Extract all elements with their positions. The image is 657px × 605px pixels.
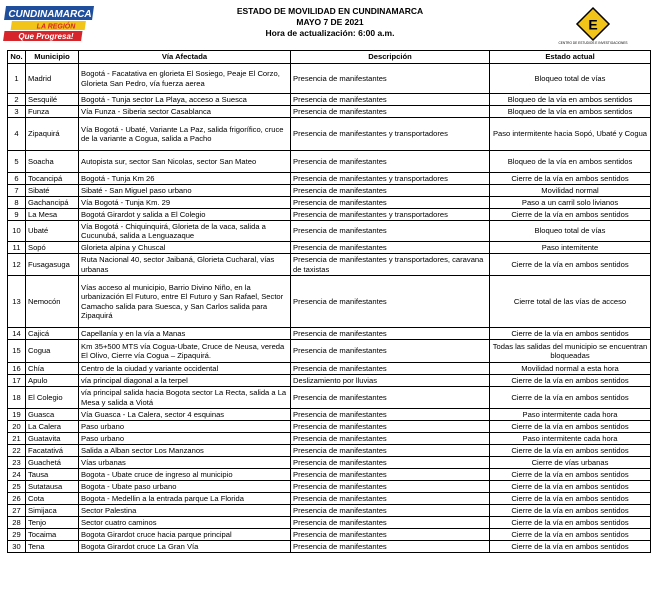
cell-estado: Bloqueo de la vía en ambos sentidos: [490, 94, 651, 106]
cell-estado: Cierre de la vía en ambos sentidos: [490, 505, 651, 517]
table-row: [8, 529, 651, 541]
table-row: [8, 173, 651, 185]
cell-municipio: Sesquilé: [26, 94, 79, 106]
cell-descripcion: Deslizamiento por lluvias: [291, 375, 490, 387]
cell-municipio: Facatativá: [26, 445, 79, 457]
col-header-no: No.: [8, 51, 26, 64]
table-row: [8, 254, 651, 276]
cell-descripcion: Presencia de manifestantes: [291, 469, 490, 481]
cell-descripcion: Presencia de manifestantes: [291, 529, 490, 541]
table-row: [8, 64, 651, 94]
cell-via: Bogota - Ubate cruce de ingreso al municipio: [79, 469, 291, 481]
cell-municipio: Tenjo: [26, 517, 79, 529]
cell-no: 23: [8, 457, 26, 469]
cell-municipio: Funza: [26, 106, 79, 118]
cell-descripcion: Presencia de manifestantes: [291, 276, 490, 328]
cell-no: 18: [8, 387, 26, 409]
cell-via: Bogota - Ubate paso urbano: [79, 481, 291, 493]
table-row: [8, 242, 651, 254]
cell-estado: Paso intermitente cada hora: [490, 409, 651, 421]
cell-municipio: Gachancipá: [26, 197, 79, 209]
title-line-1: ESTADO DE MOVILIDAD EN CUNDINAMARCA: [236, 6, 424, 16]
cell-descripcion: Presencia de manifestantes y transportadores: [291, 118, 490, 151]
table-row: [8, 445, 651, 457]
logo-letter: E: [588, 16, 598, 33]
cell-via: Paso urbano: [79, 421, 291, 433]
cell-municipio: Zipaquirá: [26, 118, 79, 151]
table-row: [8, 209, 651, 221]
cell-no: 1: [8, 64, 26, 94]
title-line-3: Hora de actualización: 6:00 a.m.: [265, 28, 395, 38]
research-center-logo: [558, 8, 628, 46]
cell-via: Glorieta alpina y Chuscal: [79, 242, 291, 254]
cell-no: 11: [8, 242, 26, 254]
cell-no: 28: [8, 517, 26, 529]
cell-estado: Cierre de vías urbanas: [490, 457, 651, 469]
cell-no: 7: [8, 185, 26, 197]
cell-estado: Cierre de la vía en ambos sentidos: [490, 387, 651, 409]
table-row: [8, 469, 651, 481]
col-header-descripcion: Descripción: [291, 51, 490, 64]
table-row: [8, 517, 651, 529]
cell-no: 30: [8, 541, 26, 553]
cell-no: 15: [8, 340, 26, 363]
cell-no: 10: [8, 221, 26, 242]
cell-via: Autopista sur, sector San Nicolas, sector San Mateo: [79, 151, 291, 173]
table-row: [8, 363, 651, 375]
cell-descripcion: Presencia de manifestantes: [291, 64, 490, 94]
cell-via: Ruta Nacional 40, sector Jaibaná, Glorieta Cucharal, vías urbanas: [79, 254, 291, 276]
cell-municipio: Sopó: [26, 242, 79, 254]
cell-estado: Bloqueo total de vías: [490, 64, 651, 94]
cell-municipio: Cogua: [26, 340, 79, 363]
cell-estado: Cierre total de las vías de acceso: [490, 276, 651, 328]
cell-via: Vía Bogotá - Tunja Km. 29: [79, 197, 291, 209]
cell-estado: Todas las salidas del municipio se encuentran bloqueadas: [490, 340, 651, 363]
cundinamarca-logo: [6, 6, 94, 42]
cell-descripcion: Presencia de manifestantes: [291, 363, 490, 375]
title-line-2: MAYO 7 DE 2021: [296, 17, 364, 27]
cell-via: Vía Funza - Siberia sector Casablanca: [79, 106, 291, 118]
cell-municipio: Cota: [26, 493, 79, 505]
cell-no: 8: [8, 197, 26, 209]
cell-descripcion: Presencia de manifestantes: [291, 517, 490, 529]
cell-descripcion: Presencia de manifestantes: [291, 197, 490, 209]
cell-via: Vías urbanas: [79, 457, 291, 469]
cell-municipio: Ubaté: [26, 221, 79, 242]
table-row: [8, 94, 651, 106]
cell-via: Centro de la ciudad y variante occidental: [79, 363, 291, 375]
cell-no: 2: [8, 94, 26, 106]
cell-estado: Cierre de la vía en ambos sentidos: [490, 529, 651, 541]
cell-descripcion: Presencia de manifestantes y transportadores: [291, 209, 490, 221]
cell-municipio: Tena: [26, 541, 79, 553]
cell-via: Vías acceso al municipio, Barrio Divino Niño, en la urbanización El Futuro, entre El Futuro y San Rafael, Sector Camacho salida para Suesca, y San Carlos salida para Zipaquirá: [79, 276, 291, 328]
cell-municipio: Guatavita: [26, 433, 79, 445]
cell-municipio: Sutatausa: [26, 481, 79, 493]
table-row: [8, 276, 651, 328]
table-row: [8, 493, 651, 505]
cell-via: vía principal diagonal a la terpel: [79, 375, 291, 387]
cell-via: vía principal salida hacia Bogota sector La Recta, salida a La Mesa y salida a Viotá: [79, 387, 291, 409]
cell-estado: Paso a un carril solo livianos: [490, 197, 651, 209]
cell-via: Sibaté - San Miguel paso urbano: [79, 185, 291, 197]
cell-estado: Bloqueo de la vía en ambos sentidos: [490, 151, 651, 173]
col-header-municipio: Municipio: [26, 51, 79, 64]
cell-descripcion: Presencia de manifestantes: [291, 433, 490, 445]
cell-estado: Cierre de la vía en ambos sentidos: [490, 173, 651, 185]
table-row: [8, 118, 651, 151]
cell-estado: Cierre de la vía en ambos sentidos: [490, 541, 651, 553]
cell-estado: Bloqueo total de vías: [490, 221, 651, 242]
cell-municipio: La Calera: [26, 421, 79, 433]
cell-via: Km 35+500 MTS vía Cogua-Ubate, Cruce de Neusa, vereda El Olivo, Cierre vía Cogua – Zipaquirá.: [79, 340, 291, 363]
cell-descripcion: Presencia de manifestantes: [291, 421, 490, 433]
cell-via: Bogota Girardot cruce hacia parque principal: [79, 529, 291, 541]
table-row: [8, 328, 651, 340]
cell-descripcion: Presencia de manifestantes y transportadores: [291, 173, 490, 185]
cell-municipio: Tausa: [26, 469, 79, 481]
cell-descripcion: Presencia de manifestantes: [291, 151, 490, 173]
cell-via: Sector Palestina: [79, 505, 291, 517]
cell-municipio: Cajicá: [26, 328, 79, 340]
cell-descripcion: Presencia de manifestantes: [291, 328, 490, 340]
cell-estado: Movilidad normal a esta hora: [490, 363, 651, 375]
cell-estado: Paso intemitente: [490, 242, 651, 254]
table-row: [8, 387, 651, 409]
cell-descripcion: Presencia de manifestantes: [291, 541, 490, 553]
cell-estado: Bloqueo de la vía en ambos sentidos: [490, 106, 651, 118]
cell-no: 12: [8, 254, 26, 276]
cell-descripcion: Presencia de manifestantes: [291, 185, 490, 197]
cell-no: 26: [8, 493, 26, 505]
col-header-via: Vía Afectada: [79, 51, 291, 64]
cell-via: Bogotá - Tunja sector La Playa, acceso a Suesca: [79, 94, 291, 106]
cell-no: 21: [8, 433, 26, 445]
cell-no: 9: [8, 209, 26, 221]
cell-estado: Cierre de la vía en ambos sentidos: [490, 375, 651, 387]
cell-descripcion: Presencia de manifestantes: [291, 409, 490, 421]
cell-no: 16: [8, 363, 26, 375]
logo-text-3: Que Progresa!: [18, 32, 74, 41]
mobility-table: [7, 50, 651, 553]
cell-via: Salida a Alban sector Los Manzanos: [79, 445, 291, 457]
cell-via: Paso urbano: [79, 433, 291, 445]
cell-descripcion: Presencia de manifestantes: [291, 221, 490, 242]
cell-municipio: Madrid: [26, 64, 79, 94]
cell-municipio: Simijaca: [26, 505, 79, 517]
cell-no: 29: [8, 529, 26, 541]
cell-via: Bogota - Medellin a la entrada parque La Florida: [79, 493, 291, 505]
cell-no: 3: [8, 106, 26, 118]
cell-estado: Cierre de la vía en ambos sentidos: [490, 421, 651, 433]
cell-descripcion: Presencia de manifestantes: [291, 505, 490, 517]
cell-estado: Movilidad normal: [490, 185, 651, 197]
cell-no: 17: [8, 375, 26, 387]
table-row: [8, 185, 651, 197]
cell-municipio: Apulo: [26, 375, 79, 387]
cell-estado: Paso intermitente hacia Sopó, Ubaté y Cogua: [490, 118, 651, 151]
cell-descripcion: Presencia de manifestantes: [291, 340, 490, 363]
cell-no: 27: [8, 505, 26, 517]
table-row: [8, 409, 651, 421]
cell-municipio: Soacha: [26, 151, 79, 173]
cell-descripcion: Presencia de manifestantes: [291, 493, 490, 505]
cell-via: Bogotá Girardot y salida a El Colegio: [79, 209, 291, 221]
cell-estado: Cierre de la vía en ambos sentidos: [490, 445, 651, 457]
table-row: [8, 505, 651, 517]
cell-via: Vía Bogotá - Chiquinquirá, Glorieta de la vaca, salida a Cucunubá, salida a Lenguazaque: [79, 221, 291, 242]
cell-no: 6: [8, 173, 26, 185]
page-title: [180, 6, 480, 39]
table-row: [8, 457, 651, 469]
cell-estado: Cierre de la vía en ambos sentidos: [490, 493, 651, 505]
col-header-estado: Estado actual: [490, 51, 651, 64]
table-row: [8, 106, 651, 118]
cell-municipio: La Mesa: [26, 209, 79, 221]
cell-municipio: Chía: [26, 363, 79, 375]
cell-no: 20: [8, 421, 26, 433]
cell-estado: Cierre de la vía en ambos sentidos: [490, 517, 651, 529]
cell-municipio: Guasca: [26, 409, 79, 421]
cell-municipio: Sibaté: [26, 185, 79, 197]
cell-no: 25: [8, 481, 26, 493]
cell-no: 4: [8, 118, 26, 151]
cell-estado: Cierre de la vía en ambos sentidos: [490, 481, 651, 493]
cell-descripcion: Presencia de manifestantes y transportadores, caravana de taxistas: [291, 254, 490, 276]
table-row: [8, 481, 651, 493]
cell-no: 5: [8, 151, 26, 173]
cell-no: 24: [8, 469, 26, 481]
logo-text-1: CUNDINAMARCA: [8, 9, 92, 20]
cell-municipio: Nemocón: [26, 276, 79, 328]
table-row: [8, 375, 651, 387]
logo-caption: CENTRO DE ESTUDIOS E INVESTIGACIONES: [558, 41, 628, 45]
cell-via: Capellanía y en la vía a Manas: [79, 328, 291, 340]
cell-descripcion: Presencia de manifestantes: [291, 94, 490, 106]
cell-estado: Cierre de la vía en ambos sentidos: [490, 469, 651, 481]
cell-via: Vía Bogotá - Ubaté, Variante La Paz, salida frigorífico, cruce de la variante a Cogua, salida a Pacho: [79, 118, 291, 151]
cell-via: Vía Guasca - La Calera, sector 4 esquinas: [79, 409, 291, 421]
cell-no: 19: [8, 409, 26, 421]
cell-descripcion: Presencia de manifestantes: [291, 457, 490, 469]
cell-no: 22: [8, 445, 26, 457]
table-row: [8, 433, 651, 445]
table-row: [8, 221, 651, 242]
table-header-row: [8, 51, 651, 64]
cell-via: Sector cuatro caminos: [79, 517, 291, 529]
table-row: [8, 340, 651, 363]
cell-descripcion: Presencia de manifestantes: [291, 106, 490, 118]
cell-descripcion: Presencia de manifestantes: [291, 445, 490, 457]
cell-descripcion: Presencia de manifestantes: [291, 481, 490, 493]
cell-municipio: Fusagasuga: [26, 254, 79, 276]
table-row: [8, 151, 651, 173]
table-row: [8, 197, 651, 209]
cell-municipio: Guachetá: [26, 457, 79, 469]
cell-estado: Cierre de la vía en ambos sentidos: [490, 254, 651, 276]
cell-descripcion: Presencia de manifestantes: [291, 242, 490, 254]
cell-via: Bogota Girardot cruce La Gran Vía: [79, 541, 291, 553]
cell-no: 14: [8, 328, 26, 340]
cell-municipio: Tocancipá: [26, 173, 79, 185]
cell-estado: Cierre de la vía en ambos sentidos: [490, 209, 651, 221]
cell-estado: Paso intermitente cada hora: [490, 433, 651, 445]
cell-municipio: Tocaima: [26, 529, 79, 541]
header: [0, 0, 657, 50]
cell-via: Bogotá - Tunja Km 26: [79, 173, 291, 185]
cell-municipio: El Colegio: [26, 387, 79, 409]
cell-estado: Cierre de la vía en ambos sentidos: [490, 328, 651, 340]
cell-via: Bogotá - Facatativa en glorieta El Sosiego, Peaje El Corzo, Glorieta San Pedro, vía fuerza aerea: [79, 64, 291, 94]
logo-text-2: LA REGIÓN: [36, 23, 76, 31]
cell-descripcion: Presencia de manifestantes: [291, 387, 490, 409]
cell-no: 13: [8, 276, 26, 328]
table-row: [8, 541, 651, 553]
table-row: [8, 421, 651, 433]
